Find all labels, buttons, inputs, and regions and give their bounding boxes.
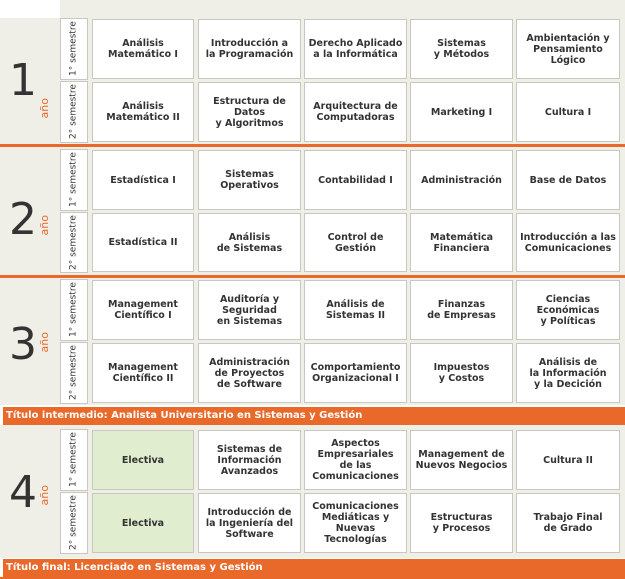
course-cell[interactable]: Análisis de Sistemas II xyxy=(304,280,407,340)
course-cell[interactable]: Aspectos Empresariales de las Comunicaciones xyxy=(304,430,407,490)
course-cell[interactable]: Auditoría y Seguridad en Sistemas xyxy=(198,280,301,340)
course-cell[interactable]: Introducción de la Ingeniería del Software xyxy=(198,493,301,553)
course-cell[interactable]: Análisis Matemático II xyxy=(92,82,194,142)
semester-2-label: 2° semestre xyxy=(60,212,88,273)
course-cell[interactable]: Introducción a la Programación xyxy=(198,19,301,79)
course-cell[interactable]: Introducción a las Comunicaciones xyxy=(516,213,620,272)
course-cell[interactable]: Control de Gestión xyxy=(304,213,407,272)
year-word: año xyxy=(38,485,51,506)
course-cell[interactable]: Administración xyxy=(410,150,513,210)
course-cell[interactable]: Comportamiento Organizacional I xyxy=(304,343,407,403)
year-word: año xyxy=(38,215,51,236)
year-number: 4 xyxy=(9,467,37,518)
course-cell[interactable]: Estructura de Datos y Algoritmos xyxy=(198,82,301,142)
course-cell[interactable]: Análisis de la Información y la Decición xyxy=(516,343,620,403)
course-cell[interactable]: Management Científico II xyxy=(92,343,194,403)
course-cell[interactable]: Sistemas y Métodos xyxy=(410,19,513,79)
course-cell[interactable]: Análisis de Sistemas xyxy=(198,213,301,272)
course-cell[interactable]: Cultura I xyxy=(516,82,620,142)
course-cell[interactable]: Ambientación y Pensamiento Lógico xyxy=(516,19,620,79)
course-cell[interactable]: Arquitectura de Computadoras xyxy=(304,82,407,142)
course-cell[interactable]: Finanzas de Empresas xyxy=(410,280,513,340)
top-spacer xyxy=(0,0,60,18)
intermediate-degree-title: Título intermedio: Analista Universitario en Sistemas y Gestión xyxy=(6,410,363,421)
course-cell[interactable]: Management Científico I xyxy=(92,280,194,340)
year-number: 2 xyxy=(9,194,37,245)
course-cell[interactable]: Impuestos y Costos xyxy=(410,343,513,403)
course-cell[interactable]: Matemática Financiera xyxy=(410,213,513,272)
semester-1-label: 1° semestre xyxy=(60,149,88,211)
semester-1-label: 1° semestre xyxy=(60,18,88,80)
course-cell[interactable]: Base de Datos xyxy=(516,150,620,210)
course-cell[interactable]: Estadística I xyxy=(92,150,194,210)
course-cell[interactable]: Management de Nuevos Negocios xyxy=(410,430,513,490)
course-cell[interactable]: Trabajo Final de Grado xyxy=(516,493,620,553)
course-cell[interactable]: Derecho Aplicado a la Informática xyxy=(304,19,407,79)
final-degree-bar xyxy=(0,559,625,579)
course-cell[interactable]: Análisis Matemático I xyxy=(92,19,194,79)
course-cell[interactable]: Contabilidad I xyxy=(304,150,407,210)
course-cell[interactable]: Estructuras y Procesos xyxy=(410,493,513,553)
final-degree-title: Título final: Licenciado en Sistemas y Gestión xyxy=(6,562,263,573)
semester-2-label: 2° semestre xyxy=(60,342,88,404)
elective-cell[interactable]: Electiva xyxy=(92,493,194,553)
semester-2-label: 2° semestre xyxy=(60,492,88,554)
year-word: año xyxy=(38,332,51,353)
course-cell[interactable]: Sistemas Operativos xyxy=(198,150,301,210)
year-word: año xyxy=(38,98,51,119)
semester-2-label: 2° semestre xyxy=(60,81,88,143)
course-cell[interactable]: Cultura II xyxy=(516,430,620,490)
top-panel-strip xyxy=(60,0,625,18)
semester-1-label: 1° semestre xyxy=(60,279,88,341)
course-cell[interactable]: Estadística II xyxy=(92,213,194,272)
intermediate-degree-bar xyxy=(0,407,625,425)
course-cell[interactable]: Marketing I xyxy=(410,82,513,142)
elective-cell[interactable]: Electiva xyxy=(92,430,194,490)
year-number: 3 xyxy=(9,319,37,370)
course-cell[interactable]: Comunicaciones Mediáticas y Nuevas Tecnologías xyxy=(304,493,407,553)
year-number: 1 xyxy=(9,55,37,106)
course-cell[interactable]: Sistemas de Información Avanzados xyxy=(198,430,301,490)
semester-1-label: 1° semestre xyxy=(60,429,88,491)
course-cell[interactable]: Ciencias Económicas y Políticas xyxy=(516,280,620,340)
course-cell[interactable]: Administración de Proyectos de Software xyxy=(198,343,301,403)
